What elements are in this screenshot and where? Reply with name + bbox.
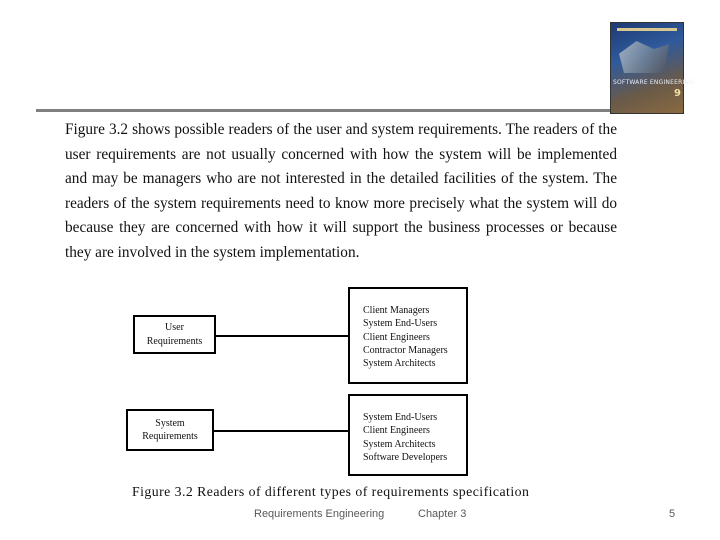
reader-item: System Architects <box>363 358 436 370</box>
reader-item: System End-Users <box>363 412 438 423</box>
system-requirements-connector <box>214 430 350 432</box>
page-number: 5 <box>669 508 676 520</box>
intro-line: Figure 3.2 shows possible readers of the user and system requirements. The readers of the user <box>65 121 617 163</box>
reader-item: Client Managers <box>363 305 430 316</box>
intro-paragraph <box>65 118 617 265</box>
user-readers-box <box>348 287 468 384</box>
reader-item: Software Developers <box>363 451 448 463</box>
system-requirements-label: Requirements <box>142 431 198 442</box>
footer-chapter: Chapter 3 <box>418 508 467 520</box>
cover-title: SOFTWARE ENGINEERING <box>613 79 694 86</box>
reader-item: Contractor Managers <box>363 344 448 356</box>
reader-item: System Architects <box>363 438 436 450</box>
reader-item: Client Engineers <box>363 425 430 437</box>
user-requirements-box <box>133 315 216 354</box>
user-requirements-connector <box>216 335 350 337</box>
system-requirements-label: System <box>155 417 185 429</box>
cover-building-art <box>619 41 669 73</box>
footer-course: Requirements Engineering <box>254 508 385 520</box>
header-rule <box>36 109 680 112</box>
reader-item: Client Engineers <box>363 331 430 343</box>
system-readers-box <box>348 394 468 476</box>
reader-item: System End-Users <box>363 318 438 330</box>
intro-line: requirements need to know more precisely what the system will do because they are concerned <box>65 194 618 236</box>
intro-line: requirements are not usually concerned with how the system will be implemented and may be <box>65 145 617 187</box>
user-requirements-label: User <box>165 322 184 334</box>
intro-line: implementation. <box>259 243 360 261</box>
cover-author-strip <box>617 28 677 31</box>
user-requirements-label: Requirements <box>146 335 203 347</box>
book-cover-image <box>610 22 694 114</box>
figure-caption: Figure 3.2 Readers of different types of requirements specification <box>132 484 530 499</box>
intro-line: with how it will support the business processes or because they are involved in the system <box>65 219 617 261</box>
intro-line: managers who are not interested in the detailed facilities of the system. The readers of the system <box>65 170 617 212</box>
system-requirements-box <box>126 409 214 451</box>
cover-edition: 9 <box>674 88 681 99</box>
